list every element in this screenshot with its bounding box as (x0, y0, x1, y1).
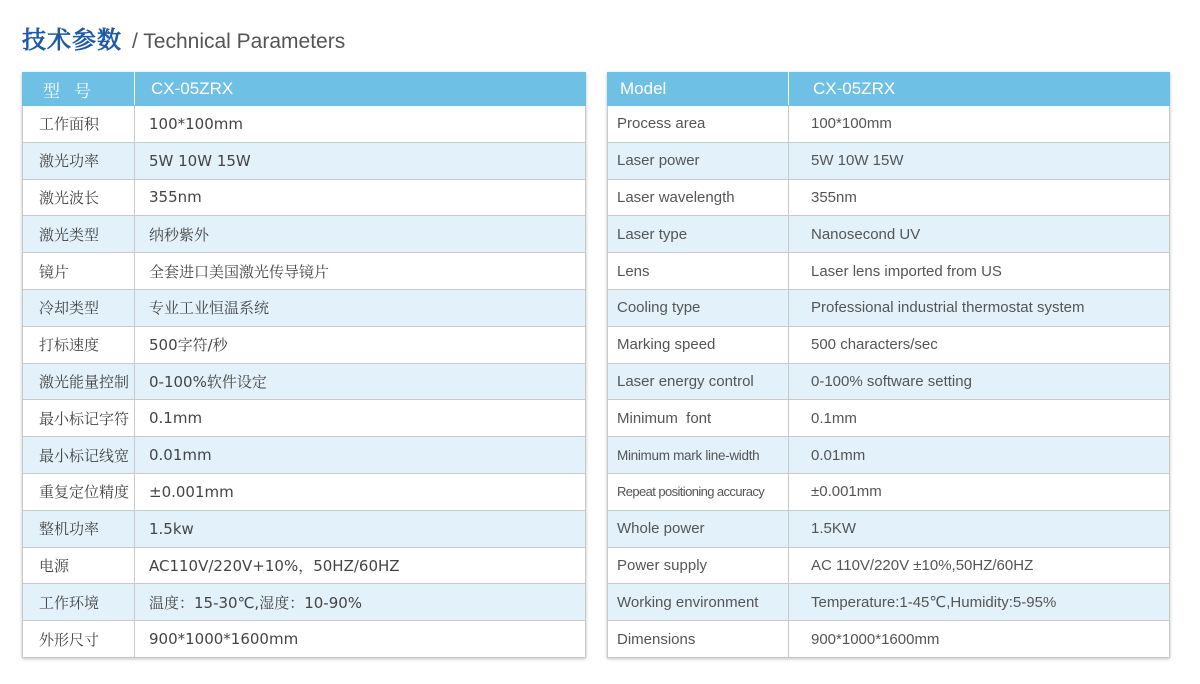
param-value: 500 characters/sec (789, 326, 1170, 363)
param-name: 镜片 (23, 253, 135, 290)
param-value: 0-100%软件设定 (135, 363, 586, 400)
table-row (608, 253, 1170, 290)
param-name: Lens (608, 253, 789, 290)
param-name: 整机功率 (23, 510, 135, 547)
table-row (23, 142, 586, 179)
table-row (608, 142, 1170, 179)
table-row (608, 400, 1170, 437)
table-row (608, 510, 1170, 547)
table-row (608, 621, 1170, 658)
param-value: 900*1000*1600mm (789, 621, 1170, 658)
param-value: 专业工业恒温系统 (135, 289, 586, 326)
param-value: 1.5KW (789, 510, 1170, 547)
param-value: 500字符/秒 (135, 326, 586, 363)
param-value: 100*100mm (789, 106, 1170, 143)
param-value: Nanosecond UV (789, 216, 1170, 253)
param-value: 0.1mm (135, 400, 586, 437)
param-name: Minimum mark line-width (608, 437, 789, 474)
table-row (608, 363, 1170, 400)
table-header-row (23, 73, 586, 106)
param-name: 工作环境 (23, 584, 135, 621)
param-value: ±0.001mm (789, 473, 1170, 510)
param-value: AC 110V/220V ±10%,50HZ/60HZ (789, 547, 1170, 584)
param-value: AC110V/220V+10%，50HZ/60HZ (135, 547, 586, 584)
param-value: Laser lens imported from US (789, 253, 1170, 290)
param-name: 冷却类型 (23, 289, 135, 326)
param-value: 355nm (135, 179, 586, 216)
table-row (23, 621, 586, 658)
table-row (608, 437, 1170, 474)
param-name: 工作面积 (23, 106, 135, 143)
table-row (23, 326, 586, 363)
param-name: Laser type (608, 216, 789, 253)
param-name: Minimum font (608, 400, 789, 437)
table-row (23, 437, 586, 474)
page-title-en: / Technical Parameters (132, 30, 346, 53)
table-row (23, 289, 586, 326)
table-row (608, 547, 1170, 584)
param-value: 0-100% software setting (789, 363, 1170, 400)
header-value-cell: CX-05ZRX (789, 73, 1170, 106)
param-value: 5W 10W 15W (135, 142, 586, 179)
table-row (23, 106, 586, 143)
table-row (608, 106, 1170, 143)
param-name: Laser energy control (608, 363, 789, 400)
param-value: 0.01mm (789, 437, 1170, 474)
param-name: Process area (608, 106, 789, 143)
table-row (23, 363, 586, 400)
table-row (608, 473, 1170, 510)
param-value: 900*1000*1600mm (135, 621, 586, 658)
param-name: Cooling type (608, 289, 789, 326)
param-name: 外形尺寸 (23, 621, 135, 658)
header-key-cell: Model (608, 73, 789, 106)
param-name: 激光能量控制 (23, 363, 135, 400)
table-header-row (608, 73, 1170, 106)
param-name: 电源 (23, 547, 135, 584)
param-value: 0.01mm (135, 437, 586, 474)
param-value: 5W 10W 15W (789, 142, 1170, 179)
table-row (23, 510, 586, 547)
param-name: 重复定位精度 (23, 473, 135, 510)
param-value: 全套进口美国激光传导镜片 (135, 253, 586, 290)
spec-table-en (607, 72, 1170, 658)
param-value: Professional industrial thermostat system (789, 289, 1170, 326)
param-value: 1.5kw (135, 510, 586, 547)
table-row (23, 584, 586, 621)
param-name: 最小标记线宽 (23, 437, 135, 474)
param-name: Laser power (608, 142, 789, 179)
param-value: 100*100mm (135, 106, 586, 143)
table-row (23, 253, 586, 290)
param-value: 355nm (789, 179, 1170, 216)
table-row (608, 584, 1170, 621)
param-value: 0.1mm (789, 400, 1170, 437)
param-name: Power supply (608, 547, 789, 584)
table-row (23, 473, 586, 510)
header-value-cell: CX-05ZRX (135, 73, 586, 106)
table-row (608, 289, 1170, 326)
table-row (23, 400, 586, 437)
page-title (22, 20, 345, 54)
header-key-cell: 型号 (23, 73, 135, 106)
table-row (23, 216, 586, 253)
table-row (608, 216, 1170, 253)
param-value: ±0.001mm (135, 473, 586, 510)
table-row (608, 326, 1170, 363)
param-name: Dimensions (608, 621, 789, 658)
param-name: Laser wavelength (608, 179, 789, 216)
table-row (23, 547, 586, 584)
param-name: 最小标记字符 (23, 400, 135, 437)
table-row (23, 179, 586, 216)
param-name: 打标速度 (23, 326, 135, 363)
param-name: Marking speed (608, 326, 789, 363)
param-value: Temperature:1-45℃,Humidity:5-95% (789, 584, 1170, 621)
param-name: Working environment (608, 584, 789, 621)
param-name: 激光功率 (23, 142, 135, 179)
spec-table-cn (22, 72, 586, 658)
param-value: 温度：15-30℃,湿度：10-90% (135, 584, 586, 621)
param-value: 纳秒紫外 (135, 216, 586, 253)
param-name: 激光类型 (23, 216, 135, 253)
param-name: Whole power (608, 510, 789, 547)
page-title-cn: 技术参数 (22, 26, 122, 54)
param-name: Repeat positioning accuracy (608, 473, 789, 510)
table-row (608, 179, 1170, 216)
param-name: 激光波长 (23, 179, 135, 216)
